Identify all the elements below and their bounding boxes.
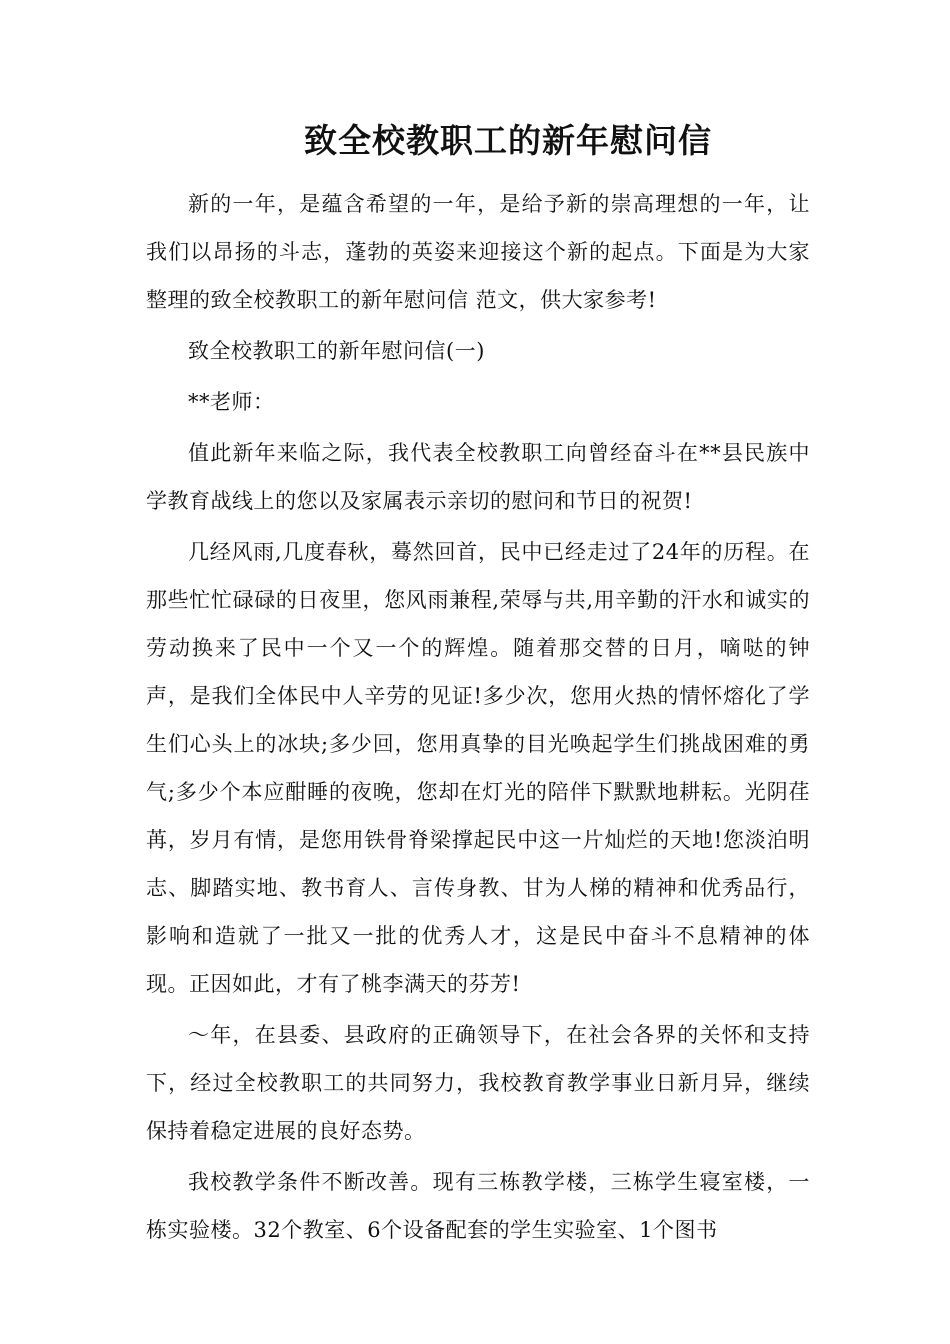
body-paragraph: 值此新年来临之际，我代表全校教职工向曾经奋斗在**县民族中学教育战线上的您以及家属表示亲切的慰问和节日的祝贺!: [146, 441, 810, 513]
document-body: [146, 180, 810, 1257]
body-paragraph: 几经风雨,几度春秋，蓦然回首，民中已经走过了24年的历程。在那些忙忙碌碌的日夜里，您风雨兼程,荣辱与共,用辛勤的汗水和诚实的劳动换来了民中一个又一个的辉煌。随着那交替的日月，嘀哒的钟声，是我们全体民中人辛劳的见证!多少次，您用火热的情怀熔化了学生们心头上的冰块;多少回，您用真挚的目光唤起学生们挑战困难的勇气;多少个本应酣睡的夜晚，您却在灯光的陪伴下默默地耕耘。光阴荏苒，岁月有情，是您用铁骨脊梁撑起民中这一片灿烂的天地!您淡泊明志、脚踏实地、教书育人、言传身教、甘为人梯的精神和优秀品行，影响和造就了一批又一批的优秀人才，这是民中奋斗不息精神的体现。正因如此，才有了桃李满天的芬芳!: [146, 540, 810, 996]
letter-subtitle: 致全校教职工的新年慰问信(一): [188, 339, 485, 363]
intro-paragraph: 新的一年，是蕴含希望的一年，是给予新的崇高理想的一年，让我们以昂扬的斗志，蓬勃的英姿来迎接这个新的起点。下面是为大家整理的致全校教职工的新年慰问信 范文，供大家参考!: [146, 192, 810, 312]
document-title: 致全校教职工的新年慰问信: [304, 121, 712, 160]
body-paragraph: 我校教学条件不断改善。现有三栋教学楼，三栋学生寝室楼，一栋实验楼。32个教室、6个设备配套的学生实验室、1个图书: [146, 1170, 810, 1242]
body-paragraph: ～年，在县委、县政府的正确领导下，在社会各界的关怀和支持下，经过全校教职工的共同努力，我校教育教学事业日新月异，继续保持着稳定进展的良好态势。: [146, 1023, 810, 1143]
letter-salutation: **老师：: [188, 390, 275, 414]
